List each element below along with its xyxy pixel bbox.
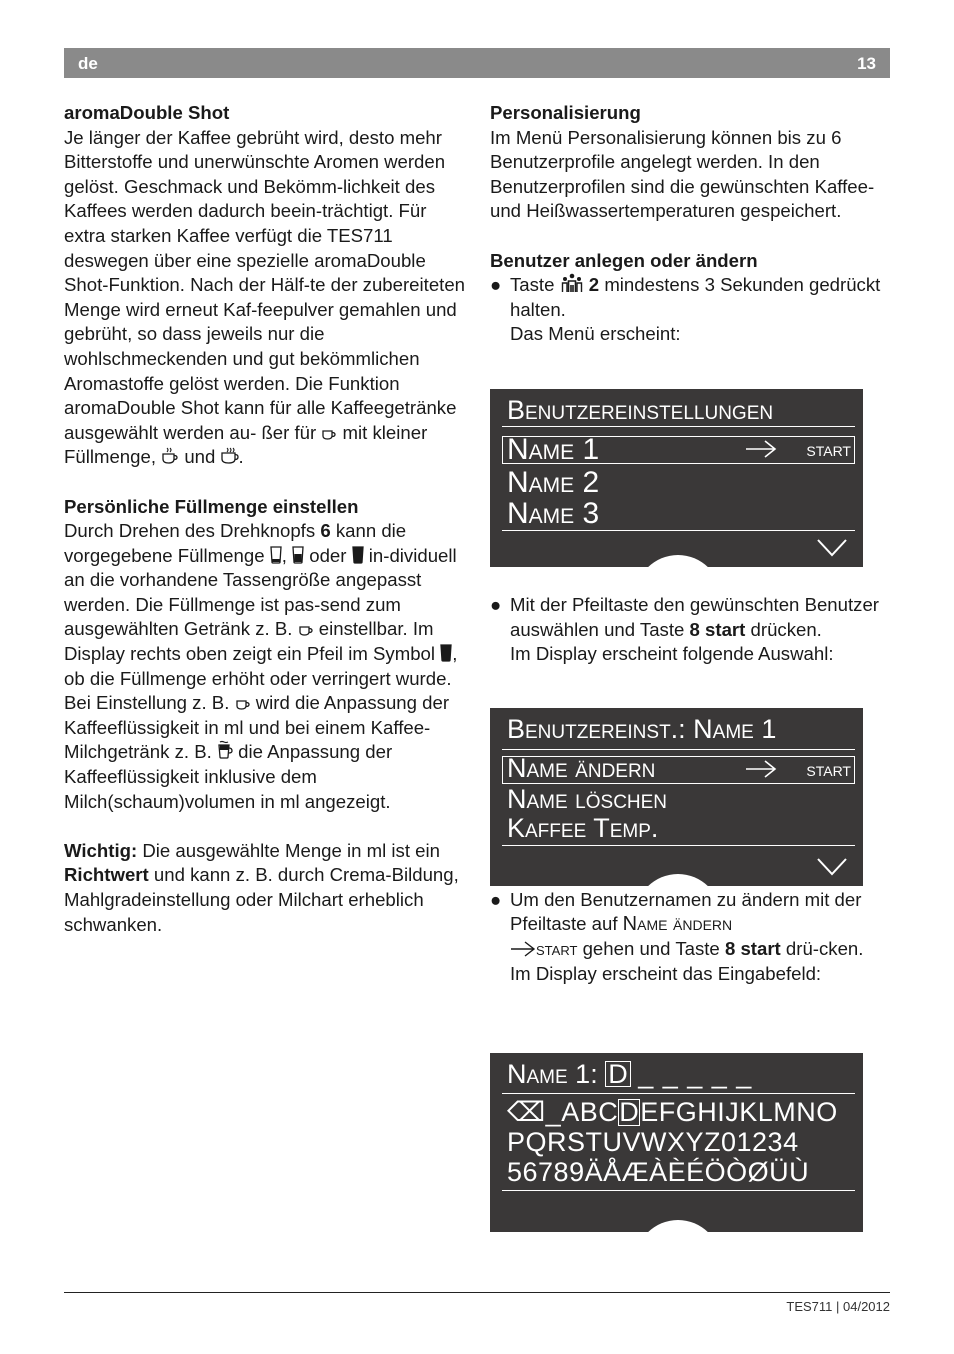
display-user-menu xyxy=(490,708,863,886)
display-title: Benutzereinst.: Name 1 xyxy=(507,714,777,744)
heading-personalisierung: Personalisierung xyxy=(490,102,641,123)
fill-large-icon xyxy=(352,546,364,564)
language-label: de xyxy=(78,54,98,73)
fill-large-icon xyxy=(440,644,452,662)
milk-coffee-icon xyxy=(217,740,233,760)
start-label: start xyxy=(806,759,851,781)
display-title: Benutzereinstellungen xyxy=(507,395,774,425)
input-blanks: _ _ _ _ _ xyxy=(638,1059,753,1089)
chevron-down-icon xyxy=(817,539,847,557)
menu-item-name-1: Name 1 xyxy=(507,433,600,466)
fill-medium-icon xyxy=(292,546,304,564)
menu-item-coffee-temp: Kaffee Temp. xyxy=(507,813,659,843)
display-name-input xyxy=(490,1053,863,1232)
start-label: start xyxy=(806,439,851,461)
heading-fuellmenge: Persönliche Füllmenge einstellen xyxy=(64,495,359,517)
chevron-down-icon xyxy=(817,858,847,876)
arrow-right-icon xyxy=(510,941,536,957)
fill-small-icon xyxy=(270,546,282,564)
menu-item-name-2: Name 2 xyxy=(507,466,600,499)
footer-model-date: TES711 | 04/2012 xyxy=(786,1299,890,1314)
user-profile-icon xyxy=(560,273,584,293)
character-row-2[interactable]: PQRSTUVWXYZ01234 xyxy=(507,1127,799,1157)
instruction-step-2: ● Mit der Pfeiltaste den gewünschten Benutzer auswählen und Taste 8 start drücken. Im Display erscheint folgende Auswahl: xyxy=(490,593,879,665)
character-row-3[interactable]: 56789ÄÅÆÀÈÉÖÒØÜÙ xyxy=(507,1157,810,1187)
page-number: 13 xyxy=(857,54,876,73)
left-column xyxy=(64,101,469,937)
small-cup-icon xyxy=(321,427,337,441)
paragraph-aromadouble: Je länger der Kaffee gebrüht wird, desto mehr Bitterstoffe und unerwünschte Aromen werden gelöst. Geschmack und Bekömm-lichkeit des Kaffees werden dadurch beein-trächtigt. Für extra starken Kaffee verfügt die TES711 deswegen über eine spezielle aromaDouble Shot-Funktion. Nach der Hälf-te der zubereiteten Menge wird erneut Kaf-feepulver gemahlen und gebrüht, so dass jeweils nur die wohlschmeckenden und gut bekömmlichen Aromastoffe gelöst werden. Die Funktion aromaDouble Shot kann für alle Kaffeegetränke ausgewählt werden au- ßer für mit kleiner Füllmenge, und . xyxy=(64,126,466,468)
paragraph-fuellmenge: Durch Drehen des Drehknopfs 6 kann die vorgegebene Füllmenge , oder in-dividuell an die vorhandene Tassengröße angepasst werden. Die Füllmenge ist pas-send zum ausgewählten Getränk z. B. einstellbar. Im Display rechts oben zeigt ein Pfeil im Symbol , ob die Füllmenge erhöht oder verringert wurde. Bei Einstellung z. B. wird die Anpassung der Kaffeeflüssigkeit in ml und bei einem Kaffee-Milchgetränk z. B. die Anpassung der Kaffeeflüssigkeit inklusive dem Milch(schaum)volumen in ml angezeigt. xyxy=(64,520,458,812)
footer-divider xyxy=(64,1292,890,1293)
menu-item-delete-name: Name löschen xyxy=(507,784,668,814)
input-cursor: D xyxy=(605,1061,631,1087)
display-user-settings xyxy=(490,389,863,567)
coffee-cup-icon xyxy=(161,447,179,465)
small-cup-icon xyxy=(298,623,314,637)
small-cup-icon xyxy=(235,697,251,711)
arrow-right-icon xyxy=(745,760,777,778)
menu-item-rename: Name ändern xyxy=(507,753,656,783)
character-row-1[interactable]: ⌫_ABCDEFGHIJKLMNO xyxy=(507,1097,838,1127)
page-header xyxy=(64,48,890,78)
large-coffee-cup-icon xyxy=(221,447,239,465)
paragraph-personalisierung: Im Menü Personalisierung können bis zu 6 Benutzerprofile angelegt werden. In den Benutzerprofilen sind die gewünschten Kaffee- und Heißwassertemperaturen gespeichert. xyxy=(490,126,875,222)
selected-character[interactable]: D xyxy=(619,1097,640,1127)
input-label: Name 1: D _ _ _ _ _ xyxy=(507,1059,753,1089)
heading-aromadouble: aromaDouble Shot xyxy=(64,102,230,123)
paragraph-wichtig: Wichtig: Die ausgewählte Menge in ml ist ein Richtwert und kann z. B. durch Crema-Bildung, Mahlgradeinstellung oder Milchart erheblich schwanken. xyxy=(64,839,459,935)
instruction-step-3: ● Um den Benutzernamen zu ändern mit der Pfeiltaste auf Name ändern start gehen und Taste 8 start drü-cken. Im Display erscheint das Eingabefeld: xyxy=(490,888,864,984)
arrow-right-icon xyxy=(745,440,777,458)
heading-benutzer-anlegen: Benutzer anlegen oder ändern xyxy=(490,249,758,271)
instruction-step-1: ● Taste 2 mindestens 3 Sekunden gedrückt halten. Das Menü erscheint: xyxy=(490,274,881,345)
menu-item-name-3: Name 3 xyxy=(507,497,600,530)
